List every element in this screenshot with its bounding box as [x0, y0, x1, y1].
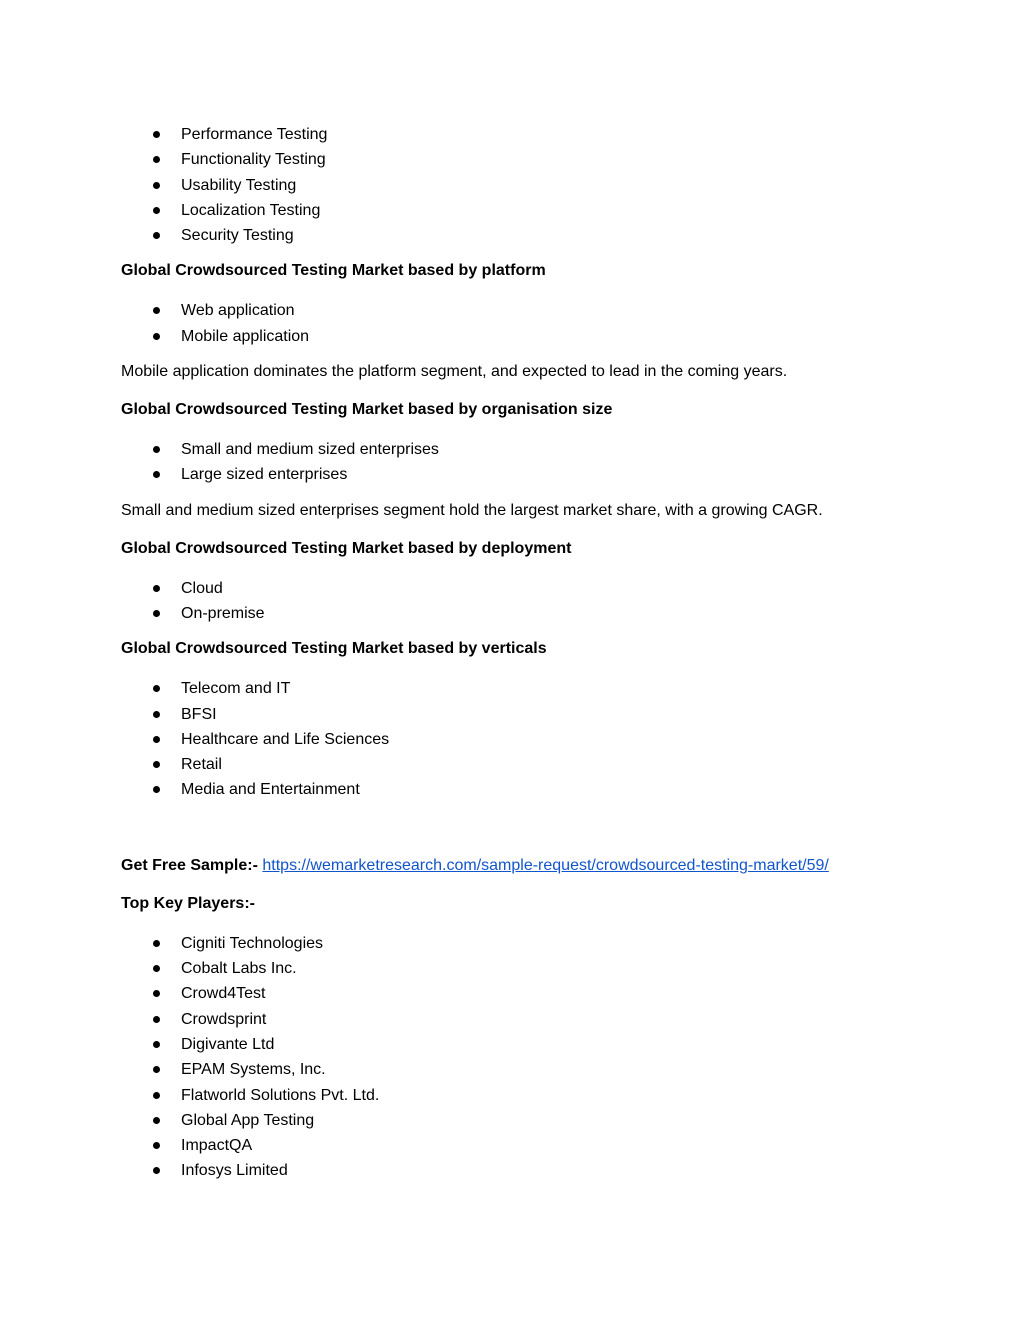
free-sample-line — [121, 855, 911, 877]
list-item — [121, 1057, 911, 1082]
bullet-icon — [153, 156, 160, 163]
list-item — [121, 173, 911, 198]
list-item — [121, 437, 911, 462]
list-item — [121, 1158, 911, 1183]
organisation-heading: Global Crowdsourced Testing Market based by organisation size — [121, 401, 613, 419]
platform-note: Mobile application dominates the platform segment, and expected to lead in the coming years. — [121, 363, 788, 381]
bullet-icon — [153, 182, 160, 189]
bullet-icon — [153, 610, 160, 617]
list-item-label: Infosys Limited — [181, 1162, 288, 1180]
deployment-heading: Global Crowdsourced Testing Market based by deployment — [121, 539, 572, 557]
bullet-icon — [153, 207, 160, 214]
list-item — [121, 298, 911, 323]
list-item — [121, 462, 911, 487]
list-item-label: Cigniti Technologies — [181, 934, 324, 952]
key-players-heading: Top Key Players:- — [121, 894, 255, 912]
list-item-label: Global App Testing — [181, 1111, 315, 1129]
bullet-icon — [153, 965, 160, 972]
list-item-label: BFSI — [181, 705, 217, 723]
list-item — [121, 981, 911, 1006]
verticals-list — [121, 676, 911, 802]
bullet-icon — [153, 711, 160, 718]
list-item — [121, 727, 911, 752]
platform-list — [121, 298, 911, 349]
list-item — [121, 752, 911, 777]
testing-types-list — [121, 122, 911, 248]
free-sample-label: Get Free Sample:- — [121, 856, 258, 874]
bullet-icon — [153, 940, 160, 947]
bullet-icon — [153, 1066, 160, 1073]
list-item-label: Security Testing — [181, 227, 294, 245]
key-players-list — [121, 931, 911, 1184]
bullet-icon — [153, 736, 160, 743]
list-item-label: Small and medium sized enterprises — [181, 441, 439, 459]
list-item-label: On-premise — [181, 604, 265, 622]
list-item — [121, 122, 911, 147]
bullet-icon — [153, 307, 160, 314]
list-item-label: Crowdsprint — [181, 1010, 267, 1028]
list-item-label: Cloud — [181, 579, 223, 597]
list-item-label: Flatworld Solutions Pvt. Ltd. — [181, 1086, 380, 1104]
list-item — [121, 198, 911, 223]
bullet-icon — [153, 685, 160, 692]
organisation-list — [121, 437, 911, 488]
list-item-label: Localization Testing — [181, 201, 321, 219]
bullet-icon — [153, 786, 160, 793]
free-sample-link[interactable]: https://wemarketresearch.com/sample-request/crowdsourced-testing-market/59/ — [262, 856, 829, 874]
list-item — [121, 1083, 911, 1108]
list-item-label: Functionality Testing — [181, 151, 326, 169]
list-item — [121, 956, 911, 981]
list-item-label: Cobalt Labs Inc. — [181, 960, 297, 978]
list-item-label: Large sized enterprises — [181, 466, 348, 484]
deployment-list — [121, 576, 911, 627]
list-item-label: Crowd4Test — [181, 985, 266, 1003]
bullet-icon — [153, 1142, 160, 1149]
bullet-icon — [153, 232, 160, 239]
list-item — [121, 676, 911, 701]
list-item-label: Healthcare and Life Sciences — [181, 730, 390, 748]
organisation-note: Small and medium sized enterprises segment hold the largest market share, with a growing CAGR. — [121, 501, 823, 519]
bullet-icon — [153, 1016, 160, 1023]
bullet-icon — [153, 1041, 160, 1048]
list-item-label: Digivante Ltd — [181, 1035, 275, 1053]
list-item — [121, 601, 911, 626]
list-item-label: Performance Testing — [181, 126, 328, 143]
document-body — [121, 122, 911, 1184]
list-item — [121, 1032, 911, 1057]
list-item — [121, 931, 911, 956]
bullet-icon — [153, 990, 160, 997]
list-item — [121, 1133, 911, 1158]
bullet-icon — [153, 333, 160, 340]
list-item-label: Retail — [181, 756, 222, 774]
bullet-icon — [153, 471, 160, 478]
list-item-label: ImpactQA — [181, 1137, 253, 1155]
list-item-label: Telecom and IT — [181, 680, 291, 698]
list-item — [121, 576, 911, 601]
list-item-label: EPAM Systems, Inc. — [181, 1061, 326, 1079]
bullet-icon — [153, 1092, 160, 1099]
list-item — [121, 223, 911, 248]
bullet-icon — [153, 131, 160, 138]
bullet-icon — [153, 585, 160, 592]
list-item — [121, 1108, 911, 1133]
platform-heading: Global Crowdsourced Testing Market based by platform — [121, 262, 546, 280]
bullet-icon — [153, 1117, 160, 1124]
list-item — [121, 147, 911, 172]
list-item — [121, 702, 911, 727]
verticals-heading: Global Crowdsourced Testing Market based by verticals — [121, 640, 547, 658]
bullet-icon — [153, 1167, 160, 1174]
bullet-icon — [153, 446, 160, 453]
bullet-icon — [153, 761, 160, 768]
list-item-label: Usability Testing — [181, 176, 297, 194]
list-item-label: Web application — [181, 302, 295, 320]
list-item — [121, 324, 911, 349]
list-item-label: Mobile application — [181, 327, 310, 345]
list-item — [121, 1007, 911, 1032]
list-item-label: Media and Entertainment — [181, 781, 360, 799]
list-item — [121, 777, 911, 802]
